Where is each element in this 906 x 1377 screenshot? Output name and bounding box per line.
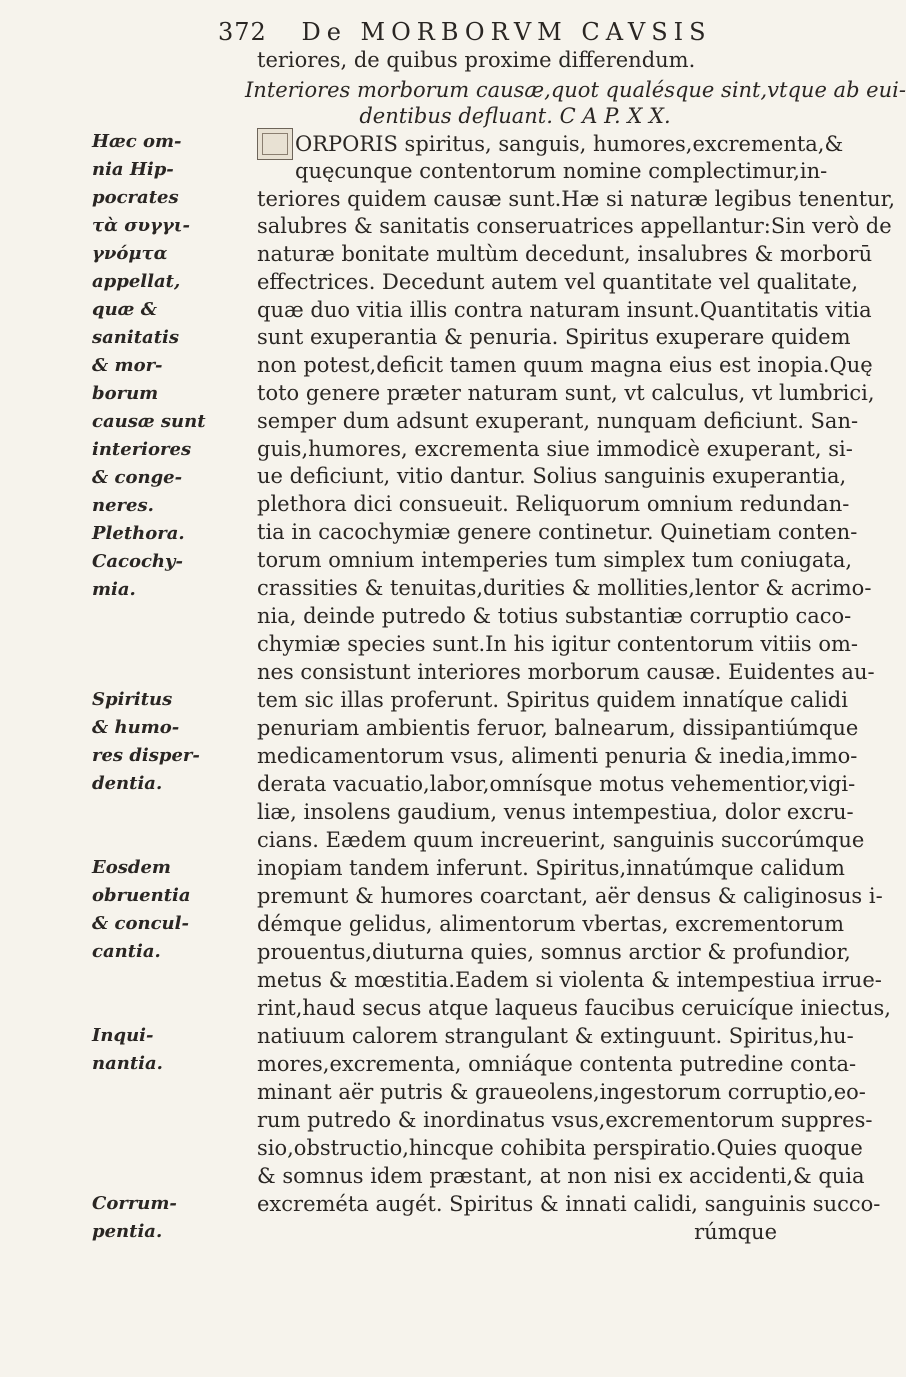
text-line: quæ duo vitia illis contra naturam insunt.Quantitatis vitia	[257, 298, 872, 322]
text-line: guis,humores, excrementa siue immodicè exuperant, si-	[257, 437, 853, 461]
text-line: sunt exuperantia & penuria. Spiritus exuperare quidem	[257, 325, 851, 349]
marginal-note: & concul-	[92, 913, 189, 934]
marginal-note: neres.	[92, 495, 154, 516]
text-line: teriores, de quibus proxime differendum.	[257, 48, 696, 72]
marginal-note: Spiritus	[92, 689, 173, 710]
marginal-note: quæ &	[92, 299, 157, 320]
page-number: 372	[218, 18, 267, 46]
text-line: semper dum adsunt exuperant, nunquam deficiunt. San-	[257, 409, 859, 433]
text-line: ORPORIS spiritus, sanguis, humores,excrementa,&	[295, 132, 844, 156]
marginal-note: pocrates	[92, 187, 179, 208]
marginal-note: causæ sunt	[92, 411, 206, 432]
text-line: inopiam tandem inferunt. Spiritus,innatúmque calidum	[257, 856, 845, 880]
text-line: rint,haud secus atque laqueus faucibus ceruicíque iniectus,	[257, 996, 891, 1020]
chapter-heading-line: dentibus defluant. C A P. X X.	[359, 104, 671, 128]
chapter-heading-line: Interiores morborum causæ,quot qualésque sint,vtque ab eui-	[245, 78, 906, 102]
text-line: cians. Eædem quum increuerint, sanguinis succorúmque	[257, 828, 865, 852]
text-line: minant aër putris & graueolens,ingestorum corruptio,eo-	[257, 1080, 866, 1104]
text-line: toto genere præter naturam sunt, vt calculus, vt lumbrici,	[257, 381, 875, 405]
text-line: teriores quidem causæ sunt.Hæ si naturæ legibus tenentur,	[257, 187, 896, 211]
running-title: De MORBORVM CAVSIS	[301, 18, 712, 46]
text-line: premunt & humores coarctant, aër densus & caliginosus i-	[257, 884, 883, 908]
text-line: effectrices. Decedunt autem vel quantitate vel qualitate,	[257, 270, 859, 294]
marginal-note: borum	[92, 383, 159, 404]
marginal-note: mia.	[92, 579, 136, 600]
text-line: sio,obstructio,hincque cohibita perspiratio.Quies quoque	[257, 1136, 863, 1160]
marginal-note: nantia.	[92, 1053, 163, 1074]
text-line: démque gelidus, alimentorum vbertas, excrementorum	[257, 912, 845, 936]
marginal-note: Hæc om-	[92, 131, 182, 152]
text-line: crassities & tenuitas,durities & mollities,lentor & acrimo-	[257, 576, 872, 600]
marginal-note: obruentia	[92, 885, 191, 906]
text-line: nes consistunt interiores morborum causæ. Euidentes au-	[257, 660, 875, 684]
text-line: mores,excrementa, omniáque contenta putredine conta-	[257, 1052, 857, 1076]
text-line: prouentus,diuturna quies, somnus arctior & profundior,	[257, 940, 851, 964]
marginal-note: cantia.	[92, 941, 161, 962]
text-line: natiuum calorem strangulant & extinguunt. Spiritus,hu-	[257, 1024, 854, 1048]
text-line: penuriam ambientis feruor, balnearum, dissipantiúmque	[257, 716, 859, 740]
running-header	[218, 18, 778, 46]
marginal-note: nia Hip-	[92, 159, 174, 180]
catchword: rúmque	[694, 1220, 777, 1244]
marginal-note: & mor-	[92, 355, 163, 376]
marginal-note: Eosdem	[92, 857, 171, 878]
marginal-note: res disper-	[92, 745, 200, 766]
text-line: non potest,deficit tamen quum magna eius est inopia.Quę	[257, 353, 873, 377]
marginal-note: Corrum-	[92, 1193, 177, 1214]
marginal-note: γνόμτα	[92, 243, 168, 264]
marginal-note: & humo-	[92, 717, 180, 738]
text-line: tia in cacochymiæ genere continetur. Quinetiam conten-	[257, 520, 858, 544]
text-line: liæ, insolens gaudium, venus intempestiua, dolor excru-	[257, 800, 854, 824]
text-line: quęcunque contentorum nomine complectimur,in-	[295, 159, 828, 183]
marginal-note: sanitatis	[92, 327, 179, 348]
text-line: medicamentorum vsus, alimenti penuria & inedia,immo-	[257, 744, 858, 768]
text-line: rum putredo & inordinatus vsus,excrementorum suppres-	[257, 1108, 873, 1132]
text-line: metus & mœstitia.Eadem si violenta & intempestiua irrue-	[257, 968, 882, 992]
marginal-note: Cacochy-	[92, 551, 183, 572]
marginal-note: dentia.	[92, 773, 163, 794]
text-line: naturæ bonitate multùm decedunt, insalubres & morborū	[257, 242, 873, 266]
marginal-note: appellat,	[92, 271, 181, 292]
text-line: tem sic illas proferunt. Spiritus quidem innatíque calidi	[257, 688, 848, 712]
text-line: salubres & sanitatis conseruatrices appellantur:Sin verò de	[257, 214, 892, 238]
text-line: & somnus idem præstant, at non nisi ex accidenti,& quia	[257, 1164, 865, 1188]
marginal-note: Inqui-	[92, 1025, 154, 1046]
text-line: nia, deinde putredo & totius substantiæ corruptio caco-	[257, 604, 852, 628]
marginal-note: Plethora.	[92, 523, 185, 544]
text-line: torum omnium intemperies tum simplex tum coniugata,	[257, 548, 853, 572]
text-line: derata vacuatio,labor,omnísque motus vehementior,vigi-	[257, 772, 856, 796]
text-line: excreméta augét. Spiritus & innati calidi, sanguinis succo-	[257, 1192, 881, 1216]
marginal-note: τὰ συγγι-	[92, 215, 190, 236]
marginal-note: interiores	[92, 439, 192, 460]
text-line: chymiæ species sunt.In his igitur contentorum vitiis om-	[257, 632, 858, 656]
text-line: ue deficiunt, vitio dantur. Solius sanguinis exuperantia,	[257, 464, 847, 488]
text-line: plethora dici consueuit. Reliquorum omnium redundan-	[257, 492, 850, 516]
marginal-note: pentia.	[92, 1221, 163, 1242]
decorated-initial-icon	[257, 128, 293, 160]
marginal-note: & conge-	[92, 467, 183, 488]
